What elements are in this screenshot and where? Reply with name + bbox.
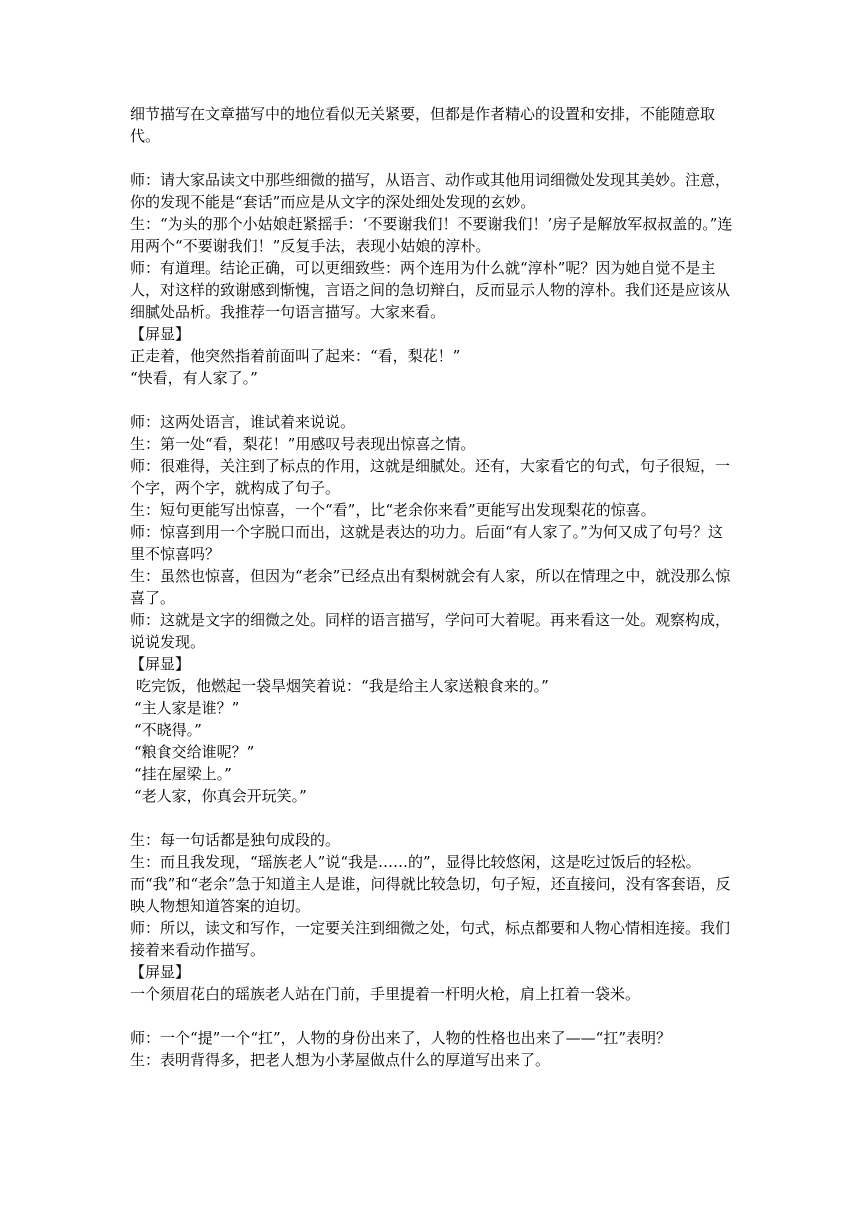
screen-display-heading: 【屏显】: [130, 325, 191, 343]
teacher-line: 师：请大家品读文中那些细微的描写，从语言、动作或其他用词细微处发现其美妙。注意，你的发现不能是“套话”而应是从文字的深处细处发现的玄妙。: [130, 171, 731, 211]
quoted-text-line: “挂在屋梁上。”: [134, 765, 232, 783]
quoted-text-line: “不晓得。”: [134, 721, 202, 739]
teacher-line: 师：一个“提”一个“扛”，人物的身份出来了，人物的性格也出来了——“扛”表明？: [130, 1029, 672, 1047]
blank-line: [130, 389, 735, 411]
screen-display-heading: 【屏显】: [130, 963, 191, 981]
quoted-text-line: “快看，有人家了。”: [130, 369, 258, 387]
student-line: 生：短句更能写出惊喜，一个“看”，比“老余你来看”更能写出发现梨花的惊喜。: [130, 501, 656, 519]
quoted-text-line: “主人家是谁？”: [134, 699, 240, 717]
blank-line: [130, 1005, 735, 1027]
quoted-text-line: 一个须眉花白的瑶族老人站在门前，手里提着一杆明火枪，肩上扛着一袋米。: [130, 985, 641, 1003]
blank-line: [130, 807, 735, 829]
document-body: [130, 103, 735, 1071]
blank-line: [130, 147, 735, 169]
teacher-line: 师：所以，读文和写作，一定要关注到细微之处，句式，标点都要和人物心情相连接。我们接着来看动作描写。: [130, 919, 731, 959]
intro-paragraph: 细节描写在文章描写中的地位看似无关紧要，但都是作者精心的设置和安排，不能随意取代。: [130, 105, 716, 145]
quoted-text-line: “老人家，你真会开玩笑。”: [134, 787, 307, 805]
teacher-line: 师：有道理。结论正确，可以更细致些：两个连用为什么就“淳朴”呢？因为她自觉不是主人，对这样的致谢感到惭愧，言语之间的急切辩白，反而显示人物的淳朴。我们还是应该从细腻处品析。我推荐一句语言描写。大家来看。: [130, 259, 731, 321]
quoted-text-line: 吃完饭，他燃起一袋旱烟笑着说：“我是给主人家送粮食来的。”: [136, 677, 549, 695]
quoted-text-line: 正走着，他突然指着前面叫了起来：“看，梨花！”: [130, 347, 461, 365]
screen-display-heading: 【屏显】: [130, 655, 191, 673]
student-line: 生：“为头的那个小姑娘赶紧摇手：‘不要谢我们！不要谢我们！’房子是解放军叔叔盖的。”连用两个“不要谢我们！”反复手法，表现小姑娘的淳朴。: [130, 215, 733, 255]
teacher-line: 师：很难得，关注到了标点的作用，这就是细腻处。还有，大家看它的句式，句子很短，一个字，两个字，就构成了句子。: [130, 457, 731, 497]
teacher-line: 师：这两处语言，谁试着来说说。: [130, 413, 356, 431]
student-line: 生：而且我发现，“瑶族老人”说“我是……的”，显得比较悠闲，这是吃过饭后的轻松。而“我”和“老余”急于知道主人是谁，问得就比较急切，句子短，还直接问，没有客套语，反映人物想知道答案的迫切。: [130, 853, 731, 915]
student-line: 生：虽然也惊喜，但因为“老余”已经点出有梨树就会有人家，所以在情理之中，就没那么惊喜了。: [130, 567, 731, 607]
student-line: 生：第一处“看，梨花！”用感叹号表现出惊喜之情。: [130, 435, 476, 453]
teacher-line: 师：这就是文字的细微之处。同样的语言描写，学问可大着呢。再来看这一处。观察构成，说说发现。: [130, 611, 731, 651]
teacher-line: 师：惊喜到用一个字脱口而出，这就是表达的功力。后面“有人家了。”为何又成了句号？这里不惊喜吗？: [130, 523, 723, 563]
quoted-text-line: “粮食交给谁呢？”: [134, 743, 255, 761]
student-line: 生：表明背得多，把老人想为小茅屋做点什么的厚道写出来了。: [130, 1051, 551, 1069]
student-line: 生：每一句话都是独句成段的。: [130, 831, 341, 849]
